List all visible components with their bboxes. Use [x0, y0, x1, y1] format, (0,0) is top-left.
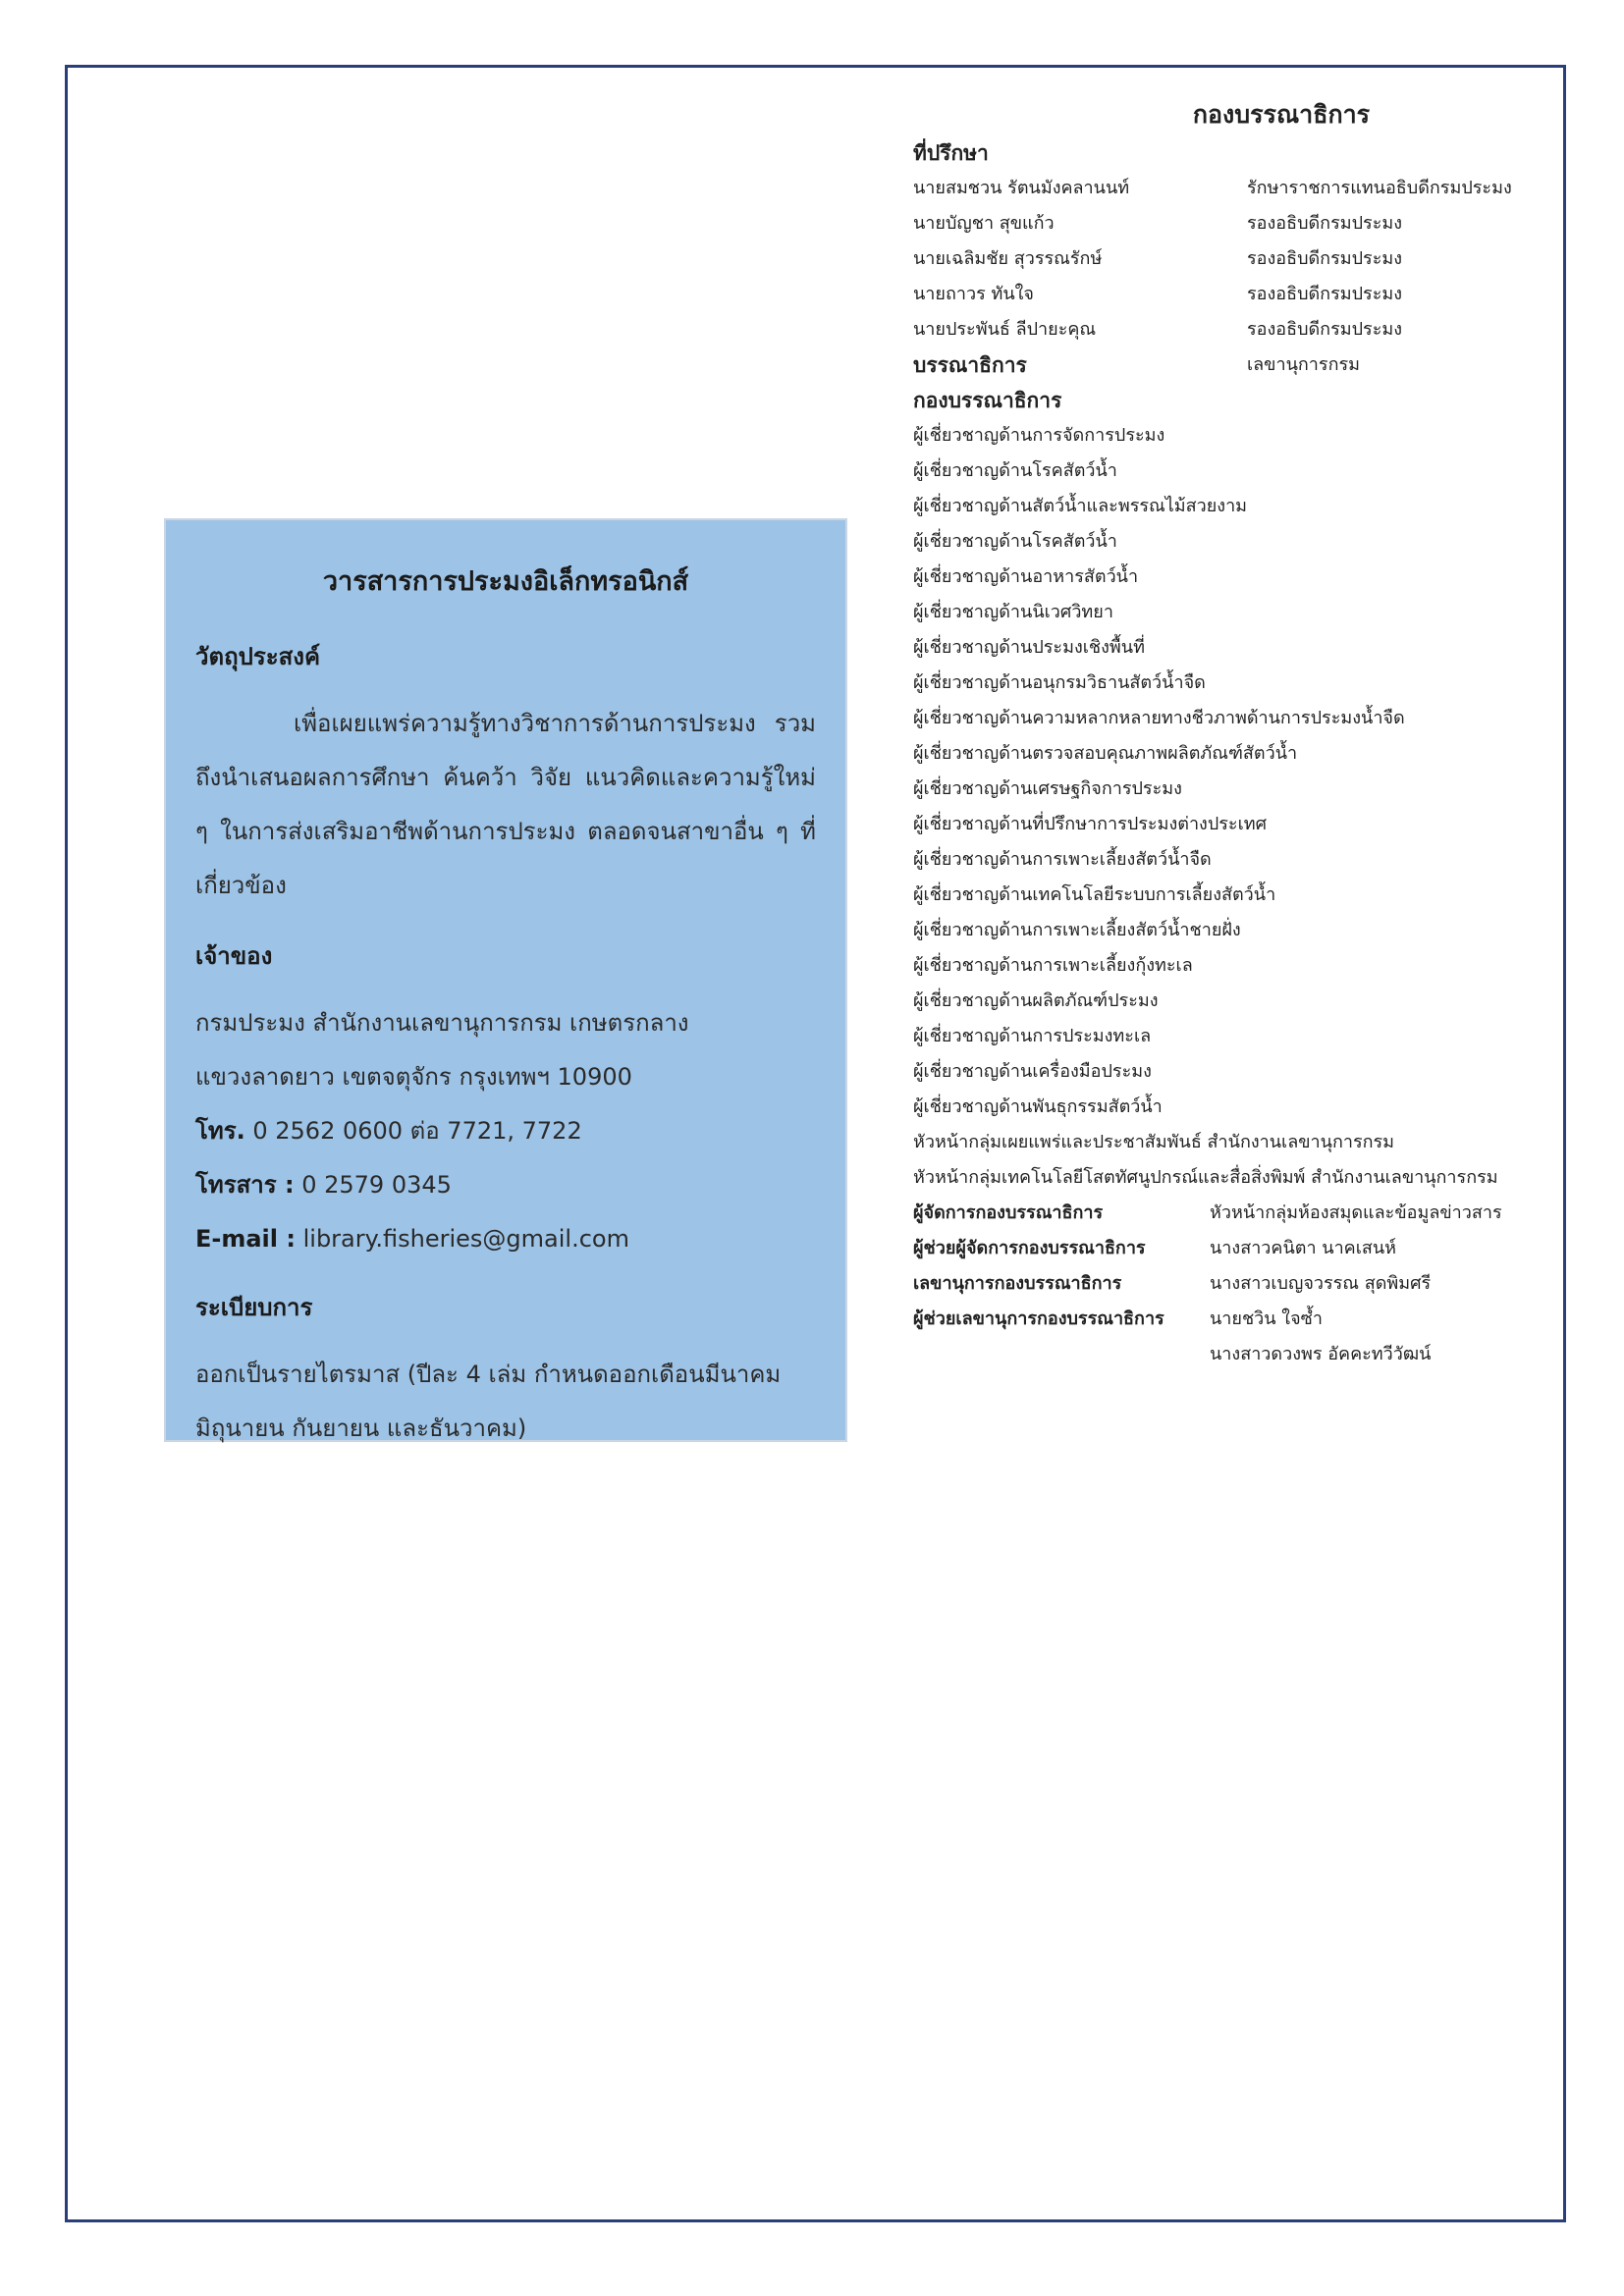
staff-row: [913, 1196, 1551, 1231]
email-value[interactable]: library.fisheries@gmail.com: [302, 1225, 629, 1253]
experts-list: [913, 418, 1551, 1196]
owner-address-line2: แขวงลาดยาว เขตจตุจักร กรุงเทพฯ 10900: [195, 1063, 632, 1091]
committee-member: ผู้เชี่ยวชาญด้านสัตว์น้ำและพรรณไม้สวยงาม: [913, 496, 1248, 516]
advisor-row: [913, 206, 1551, 241]
email-label: E-mail :: [195, 1225, 296, 1253]
advisor-position: รองอธิบดีกรมประมง: [1247, 213, 1403, 234]
committee-member: ผู้เชี่ยวชาญด้านโรคสัตว์น้ำ: [913, 460, 1117, 481]
staff-person: นางสาวเบญจวรรณ สุดพิมศรี: [1210, 1273, 1432, 1294]
objective-heading: วัตถุประสงค์: [195, 643, 321, 670]
advisor-row: [913, 241, 1551, 277]
staff-row: [913, 1302, 1551, 1337]
editorial-board: [913, 94, 1551, 1372]
committee-member: ผู้เชี่ยวชาญด้านผลิตภัณฑ์ประมง: [913, 990, 1159, 1011]
committee-heading: กองบรรณาธิการ: [913, 389, 1062, 412]
editor-row: [913, 347, 1551, 383]
staff-row: [913, 1266, 1551, 1302]
schedule-heading: ระเบียบการ: [195, 1294, 313, 1321]
fax-value: 0 2579 0345: [301, 1171, 452, 1199]
committee-member: ผู้เชี่ยวชาญด้านการเพาะเลี้ยงกุ้งทะเล: [913, 955, 1193, 976]
phone-value: 0 2562 0600 ต่อ 7721, 7722: [252, 1117, 582, 1145]
journal-title: วารสารการประมงอิเล็กทรอนิกส์: [322, 566, 689, 597]
advisor-name: นายประพันธ์ ลีปายะคุณ: [913, 319, 1097, 340]
staff-role: เลขานุการกองบรรณาธิการ: [913, 1273, 1122, 1294]
advisor-name: นายถาวร ทันใจ: [913, 284, 1034, 304]
staff-person: นางสาวคนิตา นาคเสนห์: [1210, 1238, 1397, 1258]
advisor-position: รักษาราชการแทนอธิบดีกรมประมง: [1247, 178, 1512, 198]
staff-row: [913, 1337, 1551, 1372]
staff-person: นายชวิน ใจซ้ำ: [1210, 1308, 1323, 1329]
board-title: กองบรรณาธิการ: [1192, 100, 1371, 129]
advisor-row: [913, 171, 1551, 206]
staff-person: หัวหน้ากลุ่มห้องสมุดและข้อมูลข่าวสาร: [1210, 1202, 1502, 1223]
owner-address-line1: กรมประมง สำนักงานเลขานุการกรม เกษตรกลาง: [195, 1009, 689, 1037]
phone-line: [195, 1104, 816, 1158]
committee-member: ผู้เชี่ยวชาญด้านประมงเชิงพื้นที่: [913, 637, 1145, 658]
advisors-heading: ที่ปรึกษา: [913, 141, 989, 165]
advisor-row: [913, 277, 1551, 312]
committee-member: ผู้เชี่ยวชาญด้านพันธุกรรมสัตว์น้ำ: [913, 1096, 1163, 1117]
owner-section: [195, 936, 816, 1266]
committee-member: หัวหน้ากลุ่มเผยแพร่และประชาสัมพันธ์ สำนักงานเลขานุการกรม: [913, 1132, 1395, 1152]
staff-role: ผู้ช่วยเลขานุการกองบรรณาธิการ: [913, 1308, 1164, 1329]
committee-member: ผู้เชี่ยวชาญด้านเทคโนโลยีระบบการเลี้ยงสัตว์น้ำ: [913, 884, 1276, 905]
staff-row: [913, 1231, 1551, 1266]
editor-label: บรรณาธิการ: [913, 353, 1027, 377]
committee-member: ผู้เชี่ยวชาญด้านนิเวศวิทยา: [913, 602, 1113, 622]
advisor-position: รองอธิบดีกรมประมง: [1247, 319, 1403, 340]
objective-text: เพื่อเผยแพร่ความรู้ทางวิชาการด้านการประมง รวมถึงนำเสนอผลการศึกษา ค้นคว้า วิจัย แนวคิดและความรู้ใหม่ ๆ ในการส่งเสริมอาชีพด้านการประมง ตลอดจนสาขาอื่น ๆ ที่เกี่ยวข้อง: [195, 710, 816, 899]
staff-person: นางสาวดวงพร อัคคะทวีวัฒน์: [1210, 1344, 1432, 1364]
committee-member: ผู้เชี่ยวชาญด้านตรวจสอบคุณภาพผลิตภัณฑ์สัตว์น้ำ: [913, 743, 1298, 764]
committee-member: ผู้เชี่ยวชาญด้านเศรษฐกิจการประมง: [913, 778, 1182, 799]
advisor-position: รองอธิบดีกรมประมง: [1247, 248, 1403, 269]
phone-label: โทร.: [195, 1117, 245, 1145]
committee-member: ผู้เชี่ยวชาญด้านโรคสัตว์น้ำ: [913, 531, 1117, 552]
staff-role: [913, 1337, 1210, 1372]
staff-list: [913, 1196, 1551, 1372]
advisor-name: นายเฉลิมชัย สุวรรณรักษ์: [913, 248, 1103, 269]
schedule-text: ออกเป็นรายไตรมาส (ปีละ 4 เล่ม กำหนดออกเดือนมีนาคม มิถุนายน กันยายน และธันวาคม): [195, 1361, 782, 1442]
advisor-position: รองอธิบดีกรมประมง: [1247, 284, 1403, 304]
journal-info-box: [164, 518, 847, 1442]
email-line: [195, 1212, 816, 1266]
committee-member: ผู้เชี่ยวชาญด้านความหลากหลายทางชีวภาพด้านการประมงน้ำจืด: [913, 708, 1405, 728]
advisors-list: [913, 171, 1551, 347]
schedule-section: [195, 1288, 816, 1456]
committee-member: ผู้เชี่ยวชาญด้านการประมงทะเล: [913, 1026, 1152, 1046]
advisor-row: [913, 312, 1551, 347]
owner-heading: เจ้าของ: [195, 942, 273, 970]
committee-member: หัวหน้ากลุ่มเทคโนโลยีโสตทัศนูปกรณ์และสื่อสิ่งพิมพ์ สำนักงานเลขานุการกรม: [913, 1167, 1498, 1188]
committee-member: ผู้เชี่ยวชาญด้านที่ปรึกษาการประมงต่างประเทศ: [913, 814, 1268, 834]
objective-section: [195, 637, 816, 913]
advisor-name: นายสมชวน รัตนมังคลานนท์: [913, 178, 1130, 198]
advisor-name: นายบัญชา สุขแก้ว: [913, 213, 1055, 234]
committee-member: ผู้เชี่ยวชาญด้านการเพาะเลี้ยงสัตว์น้ำชายฝั่ง: [913, 920, 1241, 940]
committee-member: ผู้เชี่ยวชาญด้านเครื่องมือประมง: [913, 1061, 1152, 1082]
committee-member: ผู้เชี่ยวชาญด้านการจัดการประมง: [913, 425, 1165, 446]
committee-member: ผู้เชี่ยวชาญด้านอาหารสัตว์น้ำ: [913, 566, 1139, 587]
committee-member: ผู้เชี่ยวชาญด้านการเพาะเลี้ยงสัตว์น้ำจืด: [913, 849, 1212, 870]
editor-value: เลขานุการกรม: [1247, 354, 1361, 375]
fax-line: [195, 1158, 816, 1212]
staff-role: ผู้จัดการกองบรรณาธิการ: [913, 1202, 1104, 1223]
committee-member: ผู้เชี่ยวชาญด้านอนุกรมวิธานสัตว์น้ำจืด: [913, 672, 1206, 693]
staff-role: ผู้ช่วยผู้จัดการกองบรรณาธิการ: [913, 1238, 1146, 1258]
fax-label: โทรสาร :: [195, 1171, 295, 1199]
